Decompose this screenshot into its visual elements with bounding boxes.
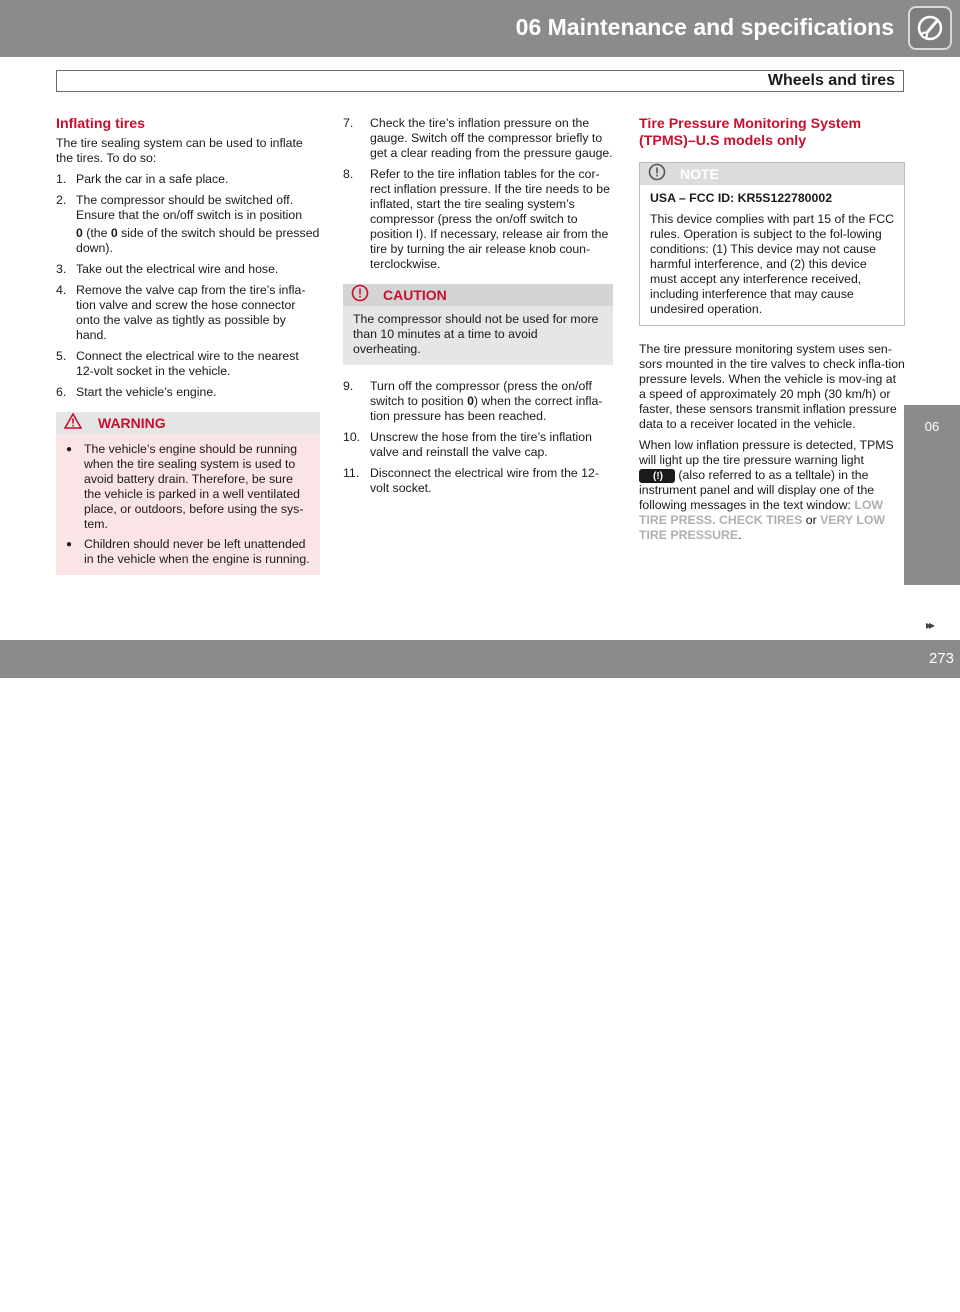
- column-inflating-tires: [56, 116, 320, 575]
- list-item: [343, 466, 613, 496]
- step-number: 11.: [343, 466, 360, 480]
- caution-title: CAUTION: [383, 286, 447, 303]
- step-number: 2.: [56, 193, 67, 207]
- warning-header: [56, 412, 320, 434]
- intro-text: The tire sealing system can be used to inflate the tires. To do so:: [56, 136, 303, 165]
- caution-header: [343, 284, 613, 306]
- warning-box: [56, 412, 320, 575]
- step-text: Disconnect the electrical wire from the 12-volt socket.: [370, 466, 599, 495]
- list-item: [56, 193, 320, 223]
- warning-title: WARNING: [98, 414, 166, 431]
- list-item: [343, 167, 613, 272]
- paragraph-text: (also referred to as a telltale) in the instrument panel and will display one of the following messages in the text window:: [639, 468, 875, 512]
- note-box: [639, 162, 905, 326]
- list-item: [66, 537, 312, 567]
- step-text: Connect the electrical wire to the nearest 12-volt socket in the vehicle.: [76, 349, 299, 378]
- bullet-text: The vehicle’s engine should be running when the tire sealing system is used to avoid battery drain. Therefore, be sure the vehicle is parked in a well ventilated place, or outdoors, before using the sys-tem.: [84, 442, 304, 531]
- list-item: [66, 442, 312, 532]
- list-item: [343, 379, 613, 424]
- message-low-tire-press: LOW TIRE PRESS. CHECK TIRES: [639, 498, 883, 527]
- step-number: 3.: [56, 262, 67, 276]
- step-text: Turn off the compressor (press the on/off switch to position: [370, 379, 592, 408]
- step-number: 5.: [56, 349, 67, 363]
- caution-box: [343, 284, 613, 365]
- heading-inflating-tires: Inflating tires: [56, 116, 146, 132]
- wrench-gear-icon: [908, 6, 952, 50]
- note-header: [640, 163, 904, 185]
- step-text: Take out the electrical wire and hose.: [76, 262, 279, 276]
- step-text: ) when the correct infla-tion pressure has been reached.: [370, 394, 603, 423]
- info-icon: [648, 163, 666, 185]
- section-header-bar: [56, 70, 904, 92]
- switch-position: 0: [467, 394, 474, 408]
- continue-arrows-icon: ▸▸: [925, 618, 932, 632]
- step-number: 9.: [343, 379, 354, 393]
- caution-text: The compressor should not be used for more than 10 minutes at a time to avoid overheating.: [353, 312, 599, 356]
- page-number: 273: [928, 650, 954, 667]
- chapter-side-tab: [904, 405, 960, 585]
- list-item: [56, 262, 320, 277]
- step-number: 8.: [343, 167, 354, 181]
- note-title: NOTE: [680, 165, 719, 182]
- tire-pressure-warning-icon: (!): [639, 469, 675, 483]
- watermark: carmanualsonline.info: [540, 1286, 774, 1311]
- paragraph-text: or: [802, 513, 821, 527]
- step-number: 1.: [56, 172, 67, 186]
- switch-position: 0: [110, 226, 118, 240]
- step-number: 10.: [343, 430, 361, 444]
- list-item: [56, 172, 320, 187]
- heading-tpms: Tire Pressure Monitoring System (TPMS)–U.S models only: [639, 116, 862, 149]
- tpms-description: The tire pressure monitoring system uses sen-sors mounted in the tire valves to check infla-tion pressure levels. When the vehicle is mov-ing at a speed of approximately 20 mph (30 km/h) or faster, these sensors transmit inflation pressure data to a receiver located in the vehicle.: [639, 342, 905, 431]
- list-item: [56, 283, 320, 343]
- list-item: [343, 430, 613, 460]
- step-number: 6.: [56, 385, 67, 399]
- paragraph-text: When low inflation pressure is detected, TPMS will light up the tire pressure warning light: [639, 438, 894, 467]
- caution-icon: [351, 284, 369, 306]
- step-text: Unscrew the hose from the tire’s inflation valve and reinstall the valve cap.: [370, 430, 592, 459]
- step-text: Start the vehicle’s engine.: [76, 385, 217, 399]
- step-continuation: [56, 226, 320, 256]
- footer-bar: [0, 640, 960, 1311]
- switch-position: 0: [76, 226, 83, 240]
- bullet-icon: ●: [66, 539, 73, 550]
- warning-triangle-icon: [64, 413, 82, 433]
- list-item: [56, 385, 320, 400]
- column-inflating-steps: [343, 116, 613, 502]
- section-title: Wheels and tires: [767, 72, 895, 89]
- step-text: Check the tire’s inflation pressure on the gauge. Switch off the compressor briefly to get a clear reading from the pressure gauge.: [370, 116, 613, 160]
- chapter-header-bar: [0, 0, 960, 57]
- bullet-icon: ●: [66, 444, 73, 455]
- side-tab-label: 06: [924, 419, 940, 434]
- column-tpms: [639, 116, 905, 549]
- step-number: 7.: [343, 116, 354, 130]
- bullet-text: Children should never be left unattended in the vehicle when the engine is running.: [84, 537, 310, 566]
- chapter-title: 06 Maintenance and specifications: [515, 14, 894, 40]
- message-very-low-tire-pressure: VERY LOW TIRE PRESSURE: [639, 513, 886, 542]
- step-text: Park the car in a safe place.: [76, 172, 229, 186]
- list-item: [56, 349, 320, 379]
- note-text: This device complies with part 15 of the FCC rules. Operation is subject to the fol-lowing conditions: (1) This device may not cause harmful interference, and (2) this device must accept any interference received, including interference that may cause undesired operation.: [650, 212, 894, 316]
- step-text: (the: [82, 226, 111, 240]
- step-text: The compressor should be switched off. Ensure that the on/off switch is in position: [76, 193, 303, 222]
- step-text: Refer to the tire inflation tables for the cor-rect inflation pressure. If the tire needs to be inflated, start the tire sealing system’s compressor (press the on/off switch to position I). If necessary, release air from the tire by turning the air release knob coun-terclockwise.: [370, 167, 610, 271]
- step-text: Remove the valve cap from the tire’s infla-tion valve and screw the hose connector onto the valve as tightly as possible by hand.: [76, 283, 306, 342]
- list-item: [343, 116, 613, 161]
- step-number: 4.: [56, 283, 67, 297]
- tpms-warning-paragraph: When low inflation pressure is detected, TPMS will light up the tire pressure warning light (!) (also referred to as a telltale) in the instrument panel and will display one of the following messages in the text window: LOW TIRE PRESS. CHECK TIRES or VERY LOW TIRE PRESSURE.: [639, 438, 894, 542]
- fcc-id: USA – FCC ID: KR5S122780002: [650, 191, 833, 205]
- step-text: side of the switch should be pressed down).: [76, 226, 320, 255]
